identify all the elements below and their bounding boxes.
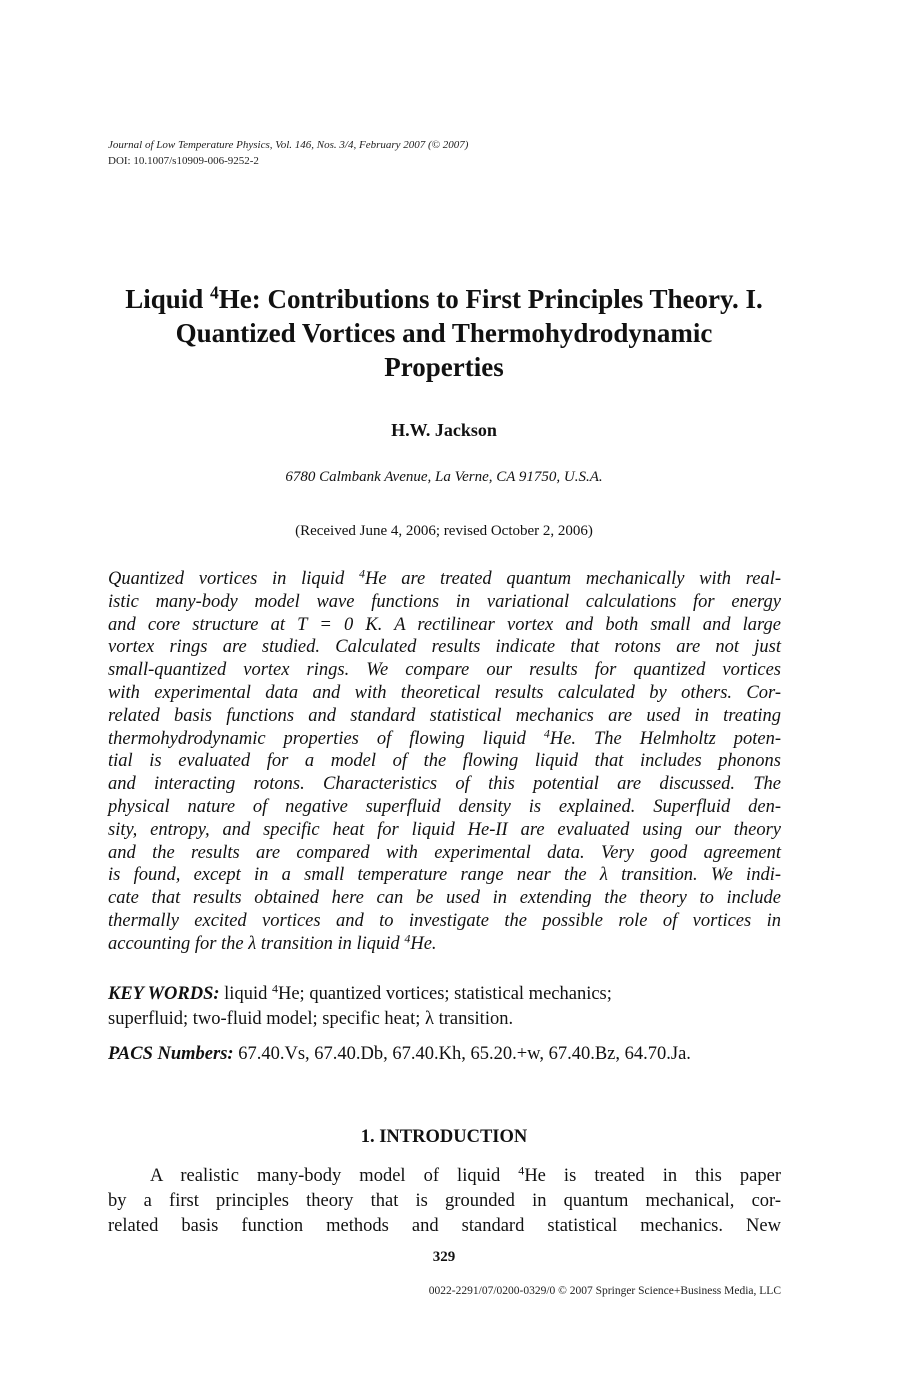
section-heading: 1. INTRODUCTION [360, 1127, 528, 1147]
abstract-line [108, 725, 781, 751]
isotope-superscript: 4 [404, 931, 411, 946]
abstract-line: related basis functions and standard statistical mechanics are used in treating [108, 705, 781, 726]
keywords-text: He; quantized vortices; statistical mechanics; [277, 984, 612, 1004]
abstract-line: and core structure at T = 0 K. A rectilinear vortex and both small and large [108, 614, 781, 635]
isotope-superscript: 4 [518, 1163, 525, 1178]
title-line-1 [100, 282, 788, 316]
author: H.W. Jackson [391, 420, 497, 440]
abstract-line: vortex rings are studied. Calculated results indicate that rotons are not just [108, 637, 781, 658]
paper-title [100, 282, 788, 384]
title-text: Liquid [125, 284, 211, 314]
abstract-line: small-quantized vortex rings. We compare our results for quantized vortices [108, 660, 781, 681]
abstract-line: cate that results obtained here can be used in extending the theory to include [108, 888, 781, 909]
abstract-text: Quantized vortices in liquid [108, 569, 359, 589]
abstract-line [108, 568, 781, 591]
title-text: He: Contributions to First Principles Theory. I. [218, 284, 763, 314]
isotope-superscript: 4 [210, 282, 219, 303]
body-line: by a first principles theory that is grounded in quantum mechanical, cor- [108, 1191, 781, 1211]
abstract-line: and interacting rotons. Characteristics of this potential are discussed. The [108, 774, 781, 795]
abstract-line: physical nature of negative superfluid density is explained. Superfluid den- [108, 796, 781, 817]
title-line-2: Quantized Vortices and Thermohydrodynamic [175, 318, 713, 348]
introduction-body [108, 1164, 781, 1239]
doi: DOI: 10.1007/s10909-006-9252-2 [108, 155, 259, 167]
pacs-label: PACS Numbers: [108, 1044, 234, 1064]
keywords-line [108, 982, 781, 1007]
page-number: 329 [432, 1249, 456, 1265]
abstract-line: istic many-body model wave functions in variational calculations for energy [108, 591, 781, 612]
pacs-text: 67.40.Vs, 67.40.Db, 67.40.Kh, 65.20.+w, 67.40.Bz, 64.70.Ja. [233, 1044, 691, 1064]
body-text: He is treated in this paper [524, 1166, 782, 1186]
isotope-superscript: 4 [271, 981, 278, 996]
body-line [108, 1164, 781, 1189]
abstract-line: tial is evaluated for a model of the flowing liquid that includes phonons [108, 751, 781, 772]
isotope-superscript: 4 [543, 725, 550, 740]
keywords-line: superfluid; two-fluid model; specific heat; λ transition. [108, 1009, 514, 1029]
body-line: related basis function methods and standard statistical mechanics. New [108, 1216, 781, 1236]
pacs-numbers [108, 1042, 788, 1067]
keywords-text: liquid [219, 984, 272, 1004]
abstract-text: He are treated quantum mechanically with real- [365, 569, 781, 589]
abstract-line: with experimental data and with theoretical results calculated by others. Cor- [108, 682, 781, 703]
copyright-line: 0022-2291/07/0200-0329/0 © 2007 Springer Science+Business Media, LLC [428, 1285, 781, 1297]
abstract-line: sity, entropy, and specific heat for liquid He-II are evaluated using our theory [108, 819, 781, 840]
affiliation: 6780 Calmbank Avenue, La Verne, CA 91750, U.S.A. [285, 469, 603, 485]
abstract-line: is found, except in a small temperature range near the λ transition. We indi- [108, 865, 781, 886]
isotope-superscript: 4 [358, 566, 365, 581]
keywords [108, 982, 781, 1032]
journal-citation: Journal of Low Temperature Physics, Vol. 146, Nos. 3/4, February 2007 (© 2007) [108, 139, 469, 151]
abstract-text: accounting for the λ transition in liquid [108, 933, 405, 954]
abstract-line: and the results are compared with experimental data. Very good agreement [108, 842, 781, 863]
keywords-label: KEY WORDS: [108, 984, 220, 1004]
abstract-line: thermally excited vortices and to investigate the possible role of vortices in [108, 910, 781, 931]
body-text: A realistic many-body model of liquid [150, 1166, 519, 1186]
received-dates: (Received June 4, 2006; revised October 2, 2006) [295, 523, 593, 539]
abstract-line [108, 933, 781, 956]
abstract-text: He. The Helmholtz poten- [549, 728, 781, 749]
abstract-text: He. [410, 933, 437, 954]
title-line-3: Properties [384, 352, 504, 382]
abstract [108, 568, 781, 956]
abstract-text: thermohydrodynamic properties of flowing liquid [108, 728, 544, 749]
